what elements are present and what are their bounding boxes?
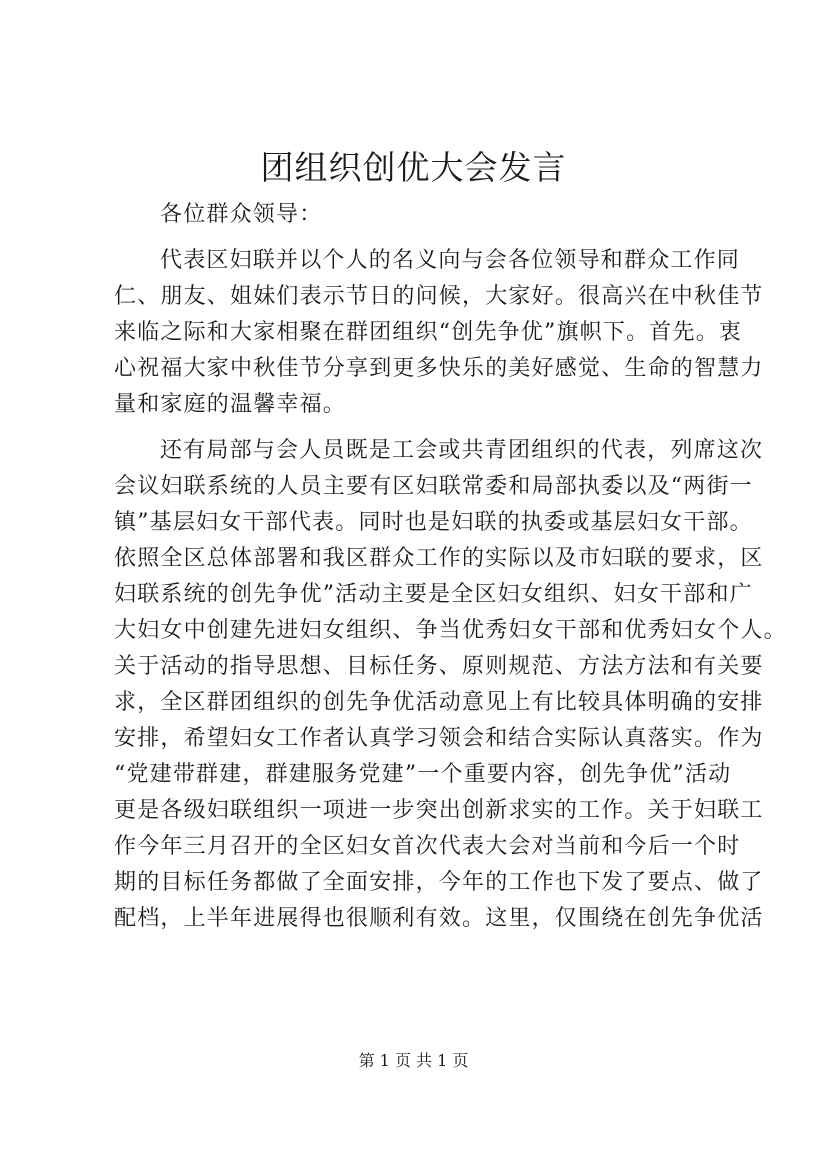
paragraph-2	[114, 433, 787, 937]
text-line: 量和家庭的温馨幸福。	[114, 392, 347, 417]
text-line: 作今年三月召开的全区妇女首次代表大会对当前和今后一个时	[114, 834, 741, 859]
text-line: 来临之际和大家相聚在群团组织“创先争优”旗帜下。首先。衷	[114, 320, 743, 345]
text-line: “党建带群建，群建服务党建”一个重要内容，创先争优”活动	[114, 762, 732, 787]
text-line: 更是各级妇联组织一项进一步突出创新求实的工作。关于妇联工	[114, 798, 764, 823]
salutation: 各位群众领导：	[160, 202, 323, 227]
paragraph-gap	[114, 423, 724, 433]
text-line: 会议妇联系统的人员主要有区妇联常委和局部执委以及“两街一	[114, 474, 753, 499]
document-title: 团组织创优大会发言	[260, 148, 567, 187]
text-line: 求，全区群团组织的创先争优活动意见上有比较具体明确的安排	[114, 690, 764, 715]
paragraph-1	[114, 243, 764, 423]
text-line: 关于活动的指导思想、目标任务、原则规范、方法方法和有关要	[114, 654, 764, 679]
text-line: 妇联系统的创先争优”活动主要是全区妇女组织、妇女干部和广	[114, 582, 753, 607]
text-line: 期的目标任务都做了全面安排，今年的工作也下发了要点、做了	[114, 870, 764, 895]
text-line: 依照全区总体部署和我区群众工作的实际以及市妇联的要求，区	[114, 546, 764, 571]
paragraph-gap	[114, 233, 724, 243]
text-line: 安排，希望妇女工作者认真学习领会和结合实际认真落实。作为	[114, 726, 764, 751]
text-line: 镇”基层妇女干部代表。同时也是妇联的执委或基层妇女干部。	[114, 510, 753, 535]
text-line: 心祝福大家中秋佳节分享到更多快乐的美好感觉、生命的智慧力	[114, 356, 764, 381]
document-body	[114, 197, 787, 937]
page-footer: 第 1 页 共 1 页	[358, 1051, 469, 1070]
text-line: 还有局部与会人员既是工会或共青团组织的代表，列席这次	[160, 438, 764, 463]
text-line: 仁、朋友、姐妹们表示节日的问候，大家好。很高兴在中秋佳节	[114, 284, 764, 309]
text-line: 代表区妇联并以个人的名义向与会各位领导和群众工作同	[160, 248, 741, 273]
text-line: 大妇女中创建先进妇女组织、争当优秀妇女干部和优秀妇女个人。	[114, 618, 787, 643]
text-line: 配档，上半年进展得也很顺利有效。这里，仅围绕在创先争优活	[114, 906, 764, 931]
